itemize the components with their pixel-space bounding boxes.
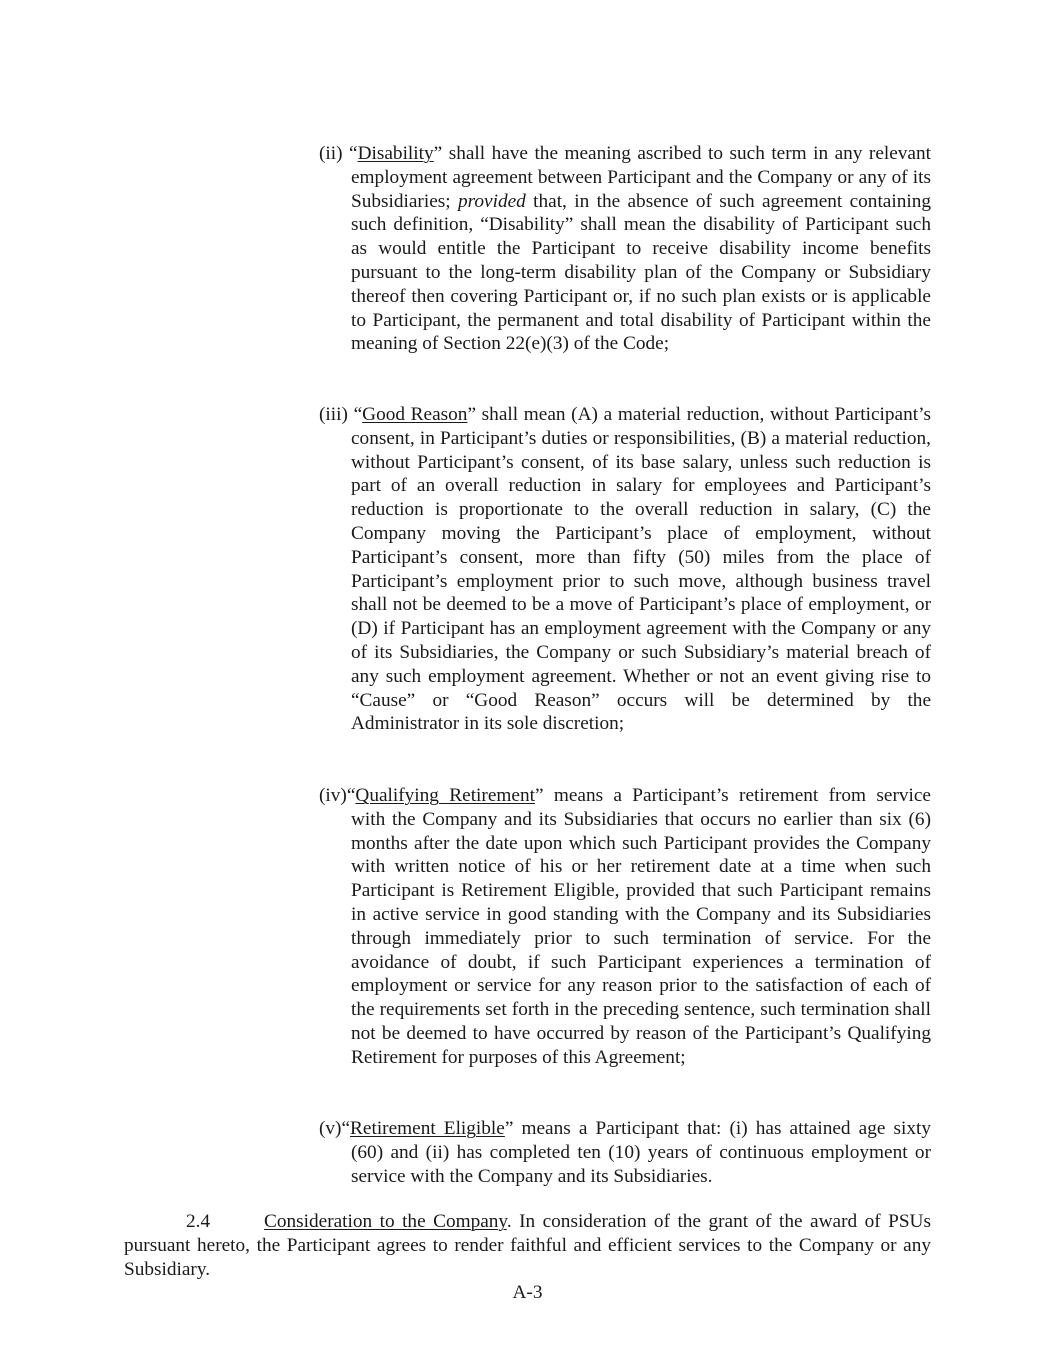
definition-text: shall have the meaning ascribed to such term in any relevant employment agreement between Participant and the Company or any of its Subsidiaries; [351,143,931,212]
definition-qualifying-retirement [319,784,931,1070]
definition-label: (iv) [319,785,347,806]
definition-text: shall mean (A) a material reduction, without Participant’s consent, in Participant’s duties or responsibilities, (B) a material reduction, without Participant’s consent, of its base salary, unless such reduction is part of an overall reduction in salary for employees and Participant’s reduction is proportionate to the overall reduction in salary, (C) the Company moving the Participant’s place of employment, without Participant’s consent, more than fifty (50) miles from the place of Participant’s employment prior to such move, although business travel shall not be deemed to be a move of Participant’s place of employment, or (D) if Participant has an employment agreement with the Company or any of its Subsidiaries, the Company or such Subsidiary’s material breach of any such employment agreement. Whether or not an event giving rise to “Cause” or “Good Reason” occurs will be determined by the Administrator in its sole discretion; [351,404,931,735]
definition-good-reason [319,403,931,736]
definition-text: that, in the absence of such agreement containing such definition, “Disability” shall mean the disability of Participant such as would entitle the Participant to receive disability income benefits pursuant to the long-term disability plan of the Company or Subsidiary thereof then covering Participant or, if no such plan exists or is applicable to Participant, the permanent and total disability of Participant within the meaning of Section 22(e)(3) of the Code; [351,190,931,355]
defined-term: Good Reason [362,404,468,425]
definition-retirement-eligible [319,1117,931,1188]
definition-label: (ii) [319,143,343,164]
section-text: . In consideration of the grant of the award of PSUs pursuant hereto, the Participant agrees to render faithful and efficient services to the Company or any Subsidiary. [124,1211,931,1280]
section-2-4 [124,1210,931,1281]
definition-label: (v) [319,1118,342,1139]
definition-paragraph: (ii) “Disability” shall have the meaning ascribed to such term in any relevant employment agreement between Participant and the Company or any of its Subsidiaries; provided that, in the absence of such agreement containing such definition, “Disability” shall mean the disability of Participant such as would entitle the Participant to receive disability income benefits pursuant to the long-term disability plan of the Company or Subsidiary thereof then covering Participant or, if no such plan exists or is applicable to Participant, the permanent and total disability of Participant within the meaning of Section 22(e)(3) of the Code; [319,143,931,355]
definition-paragraph: (v)“Retirement Eligible” means a Participant that: (i) has attained age sixty (60) and (ii) has completed ten (10) years of continuous employment or service with the Company and its Subsidiaries. [319,1118,931,1187]
definition-label: (iii) [319,404,348,425]
defined-term: Retirement Eligible [350,1118,505,1139]
section-paragraph [124,1210,931,1281]
definition-disability [319,142,931,356]
defined-term: Qualifying Retirement [355,785,535,806]
definition-text: means a Participant that: (i) has attained age sixty (60) and (ii) has completed ten (10) years of continuous employment or service with the Company and its Subsidiaries. [351,1118,931,1187]
defined-term: Disability [357,143,434,164]
definition-paragraph: (iii) “Good Reason” shall mean (A) a material reduction, without Participant’s consent, in Participant’s duties or responsibilities, (B) a material reduction, without Participant’s consent, of its base salary, unless such reduction is part of an overall reduction in salary for employees and Participant’s reduction is proportionate to the overall reduction in salary, (C) the Company moving the Participant’s place of employment, without Participant’s consent, more than fifty (50) miles from the place of Participant’s employment prior to such move, although business travel shall not be deemed to be a move of Participant’s place of employment, or (D) if Participant has an employment agreement with the Company or any of its Subsidiaries, the Company or such Subsidiary’s material breach of any such employment agreement. Whether or not an event giving rise to “Cause” or “Good Reason” occurs will be determined by the Administrator in its sole discretion; [319,404,931,735]
definition-text: means a Participant’s retirement from service with the Company and its Subsidiaries that occurs no earlier than six (6) months after the date upon which such Participant provides the Company with written notice of his or her retirement date at a time when such Participant is Retirement Eligible, provided that such Participant remains in active service in good standing with the Company and its Subsidiaries through immediately prior to such termination of service. For the avoidance of doubt, if such Participant experiences a termination of employment or service for any reason prior to the satisfaction of each of the requirements set forth in the preceding sentence, such termination shall not be deemed to have occurred by reason of the Participant’s Qualifying Retirement for purposes of this Agreement; [351,785,931,1068]
italic-proviso: provided [457,190,526,212]
definition-paragraph: (iv)“Qualifying Retirement” means a Participant’s retirement from service with the Company and its Subsidiaries that occurs no earlier than six (6) months after the date upon which such Participant provides the Company with written notice of his or her retirement date at a time when such Participant is Retirement Eligible, provided that such Participant remains in active service in good standing with the Company and its Subsidiaries through immediately prior to such termination of service. For the avoidance of doubt, if such Participant experiences a termination of employment or service for any reason prior to the satisfaction of each of the requirements set forth in the preceding sentence, such termination shall not be deemed to have occurred by reason of the Participant’s Qualifying Retirement for purposes of this Agreement; [319,785,931,1068]
page-number: A-3 [512,1282,543,1303]
section-number: 2.4 [186,1211,211,1232]
section-heading: Consideration to the Company [264,1211,507,1232]
